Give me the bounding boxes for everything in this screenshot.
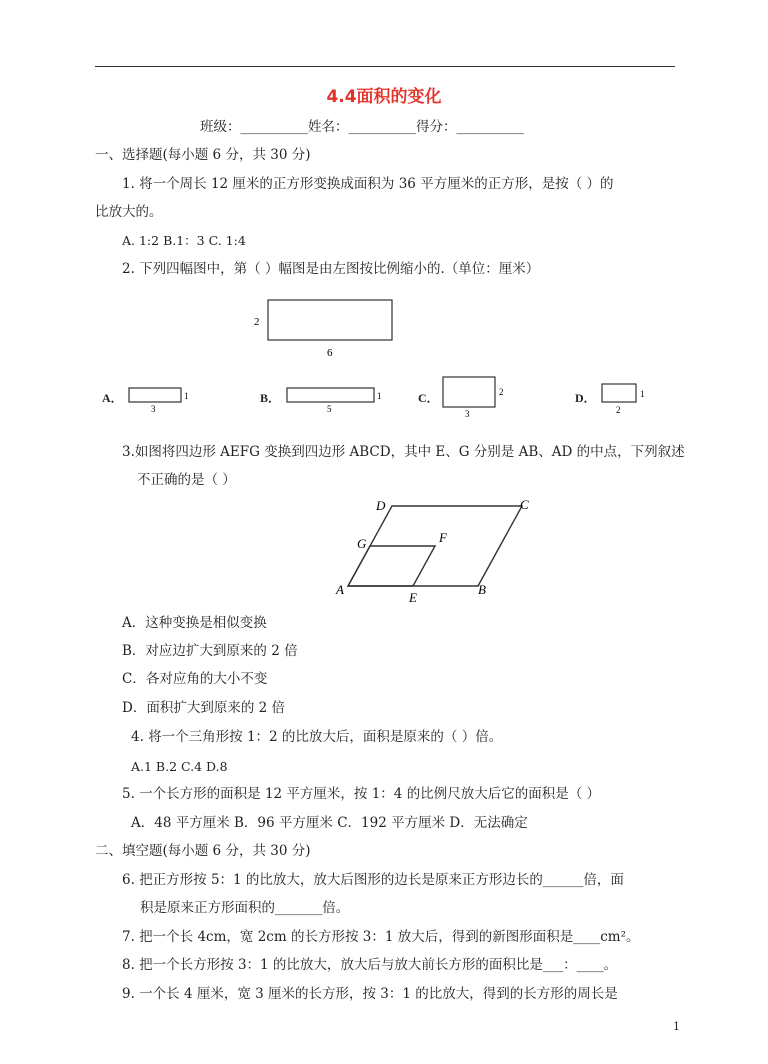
question-7-text: 7. 把一个长 4cm，宽 2cm 的长方形按 3：1 放大后，得到的新图形面积是____cm²。 [122,929,640,945]
question-6-line2: 积是原来正方形面积的_______倍。 [140,900,350,916]
question-2-reference-figure [250,296,410,362]
question-3-option-a: A．这种变换是相似变换 [122,615,267,631]
page-number: 1 [673,1020,680,1033]
question-3-line2: 不正确的是（ ） [137,472,236,488]
question-1-options: A. 1:2 B.1：3 C. 1:4 [122,233,246,248]
point-c: C [520,497,529,512]
point-b: B [478,582,486,597]
point-e: E [409,590,417,605]
option-c-rectangle [443,377,495,407]
question-1-line2: 比放大的。 [95,204,163,220]
reference-width-label: 6 [327,347,333,359]
question-3-line1: 3.如图将四边形 AEFG 变换到四边形 ABCD，其中 E、G 分别是 AB、AD 的中点，下列叙述 [122,444,685,460]
parallelogram-aefg [348,546,435,586]
page-title: 4.4面积的变化 [326,87,442,107]
option-c-width: 3 [465,409,470,419]
question-4-text: 4. 将一个三角形按 1：2 的比放大后，面积是原来的（ ）倍。 [131,729,503,745]
option-a-height: 1 [184,391,189,401]
option-d-width: 2 [616,405,621,415]
question-3-option-c: C．各对应角的大小不变 [122,671,268,687]
option-b-width: 5 [327,404,332,414]
option-b-rectangle [287,388,374,402]
q2-option-a-label: A． [102,391,123,405]
option-b-height: 1 [377,391,382,401]
reference-height-label: 2 [254,316,260,328]
q2-option-c-figure [441,375,511,420]
q2-option-a-figure [127,385,191,415]
question-3-option-b: B．对应边扩大到原来的 2 倍 [122,643,298,659]
point-g: G [357,536,367,551]
header-rule [95,66,675,67]
point-d: D [376,498,386,513]
question-5-options: A．48 平方厘米 B．96 平方厘米 C．192 平方厘米 D．无法确定 [131,815,528,831]
option-c-height: 2 [499,387,504,397]
point-a: A [336,582,344,597]
question-4-options: A.1 B.2 C.4 D.8 [131,759,228,774]
question-3-option-d: D．面积扩大到原来的 2 倍 [122,700,285,716]
point-f: F [439,530,447,545]
question-2-text: 2. 下列四幅图中，第（ ）幅图是由左图按比例缩小的.（单位：厘米） [122,261,540,277]
option-a-rectangle [129,388,181,402]
option-d-rectangle [602,384,636,402]
question-9-text: 9. 一个长 4 厘米，宽 3 厘米的长方形，按 3：1 的比放大，得到的长方形的周长是 [122,986,618,1002]
question-8-text: 8. 把一个长方形按 3：1 的比放大，放大后与放大前长方形的面积比是___：____。 [122,957,618,973]
q2-option-b-label: B． [260,391,281,405]
q2-option-b-figure [285,385,385,415]
reference-rectangle [268,300,392,340]
section-heading-choice: 一、选择题(每小题 6 分，共 30 分) [95,147,311,163]
option-a-width: 3 [151,404,156,414]
question-3-parallelogram-figure [328,494,538,606]
question-6-line1: 6. 把正方形按 5：1 的比放大，放大后图形的边长是原来正方形边长的______倍，面 [122,872,624,888]
question-1-line1: 1. 将一个周长 12 厘米的正方形变换成面积为 36 平方厘米的正方形，是按（ ）的 [122,176,614,192]
q2-option-c-label: C． [418,391,439,405]
section-heading-fill: 二、填空题(每小题 6 分，共 30 分) [95,843,311,859]
info-line: 班级：__________姓名：__________得分：__________ [200,119,524,135]
question-5-text: 5. 一个长方形的面积是 12 平方厘米，按 1：4 的比例尺放大后它的面积是（ ） [122,786,600,802]
q2-option-d-figure [600,381,650,417]
option-d-height: 1 [640,389,645,399]
q2-option-d-label: D． [575,391,596,405]
